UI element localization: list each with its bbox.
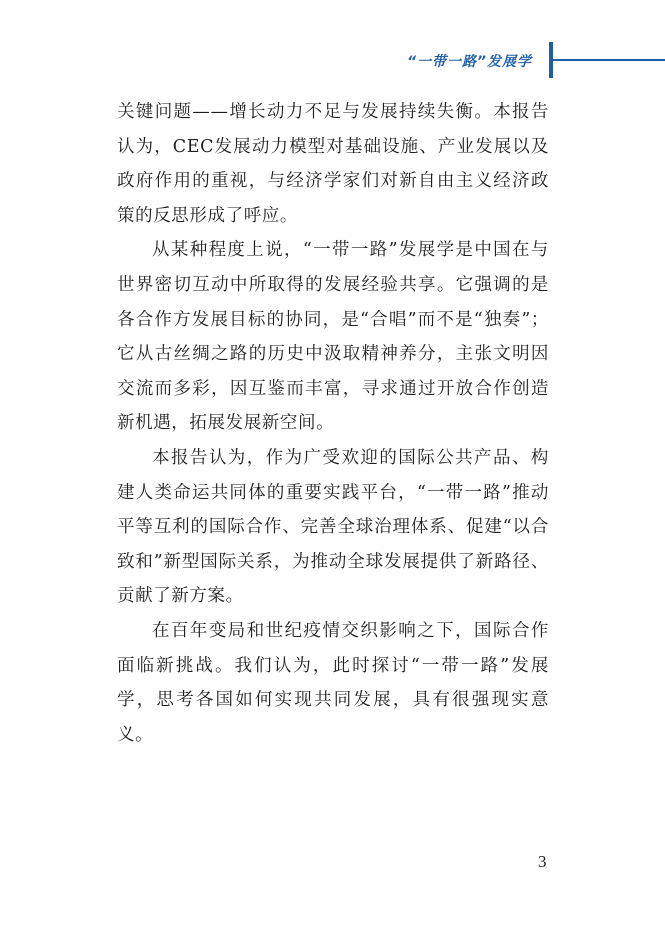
page-number: 3 <box>538 852 547 871</box>
body-text <box>117 95 549 752</box>
paragraph: 从某种程度上说，“一带一路”发展学是中国在与世界密切互动中所取得的发展经验共享。它强调的是各合作方发展目标的协同，是“合唱”而不是“独奏”；它从古丝绸之路的历史中汲取精神养分，主张文明因交流而多彩，因互鉴而丰富，寻求通过开放合作创造新机遇，拓展发展新空间。 <box>117 240 549 434</box>
paragraph: 本报告认为，作为广受欢迎的国际公共产品、构建人类命运共同体的重要实践平台，“一带一路”推动平等互利的国际合作、完善全球治理体系、促建“以合致和”新型国际关系，为推动全球发展提供了新路径、贡献了新方案。 <box>117 447 549 607</box>
paragraph: 在百年变局和世纪疫情交织影响之下，国际合作面临新挑战。我们认为，此时探讨“一带一路”发展学，思考各国如何实现共同发展，具有很强现实意义。 <box>117 620 549 745</box>
running-title: “一带一路”发展学 <box>406 54 532 70</box>
running-header <box>0 42 665 78</box>
paragraph-continued: 关键问题——增长动力不足与发展持续失衡。本报告认为，CEC发展动力模型对基础设施、产业发展以及政府作用的重视，与经济学家们对新自由主义经济政策的反思形成了呼应。 <box>117 102 549 226</box>
header-rule <box>553 59 665 61</box>
